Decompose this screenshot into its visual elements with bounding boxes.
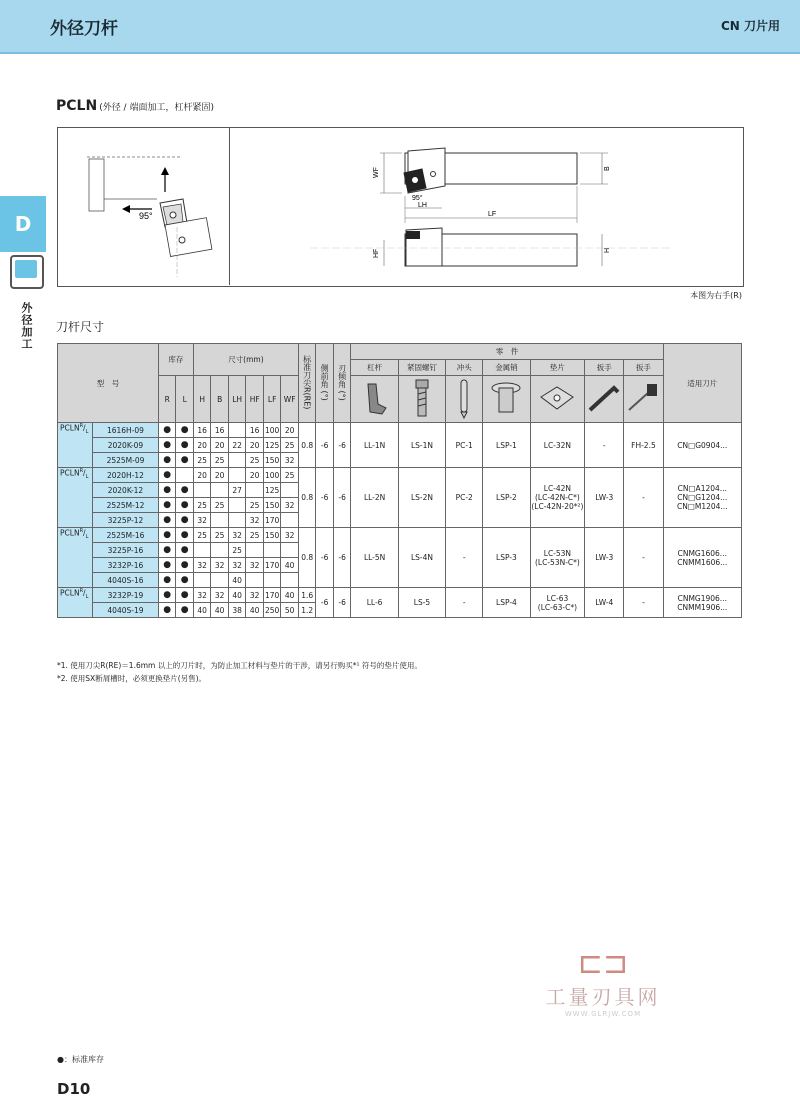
col-side-angle: 侧前角 (°) xyxy=(320,363,330,401)
col-hf: HF xyxy=(246,376,264,423)
stock-l: ● xyxy=(176,603,194,618)
insert-codes xyxy=(663,423,741,468)
part-wrench-2: 扳手 xyxy=(624,360,663,376)
part-wrench1-code: - xyxy=(585,423,624,468)
insert-codes xyxy=(663,468,741,528)
model-prefix-r: R xyxy=(79,468,84,474)
col-lf: LF xyxy=(263,376,281,423)
dim-wf: 40 xyxy=(281,588,299,603)
shim-line: (LC-63-C*) xyxy=(537,602,578,612)
dim-hf: 20 xyxy=(246,438,264,453)
re-value: 0.8 xyxy=(298,468,316,528)
part-screw-code: LS-1N xyxy=(398,423,445,468)
dim-hf: 25 xyxy=(246,453,264,468)
stock-l: ● xyxy=(176,588,194,603)
dim-lf: 100 xyxy=(263,423,281,438)
hf-dim-label: HF xyxy=(373,248,380,258)
dim-hf: 20 xyxy=(246,468,264,483)
dim-lf xyxy=(263,573,281,588)
punch-image xyxy=(446,376,483,423)
shim-line: LC-63 xyxy=(546,593,569,603)
dim-hf xyxy=(246,543,264,558)
dim-lh: 32 xyxy=(228,558,246,573)
col-l: L xyxy=(176,376,194,423)
dim-hf: 32 xyxy=(246,513,264,528)
page-header xyxy=(0,0,800,54)
shim-line: LC-42N xyxy=(543,484,572,493)
shim-line: (LC-42N-C*) xyxy=(535,493,580,502)
lf-dim-label: LF xyxy=(488,211,497,218)
stock-r: ● xyxy=(158,528,176,543)
dim-lh: 40 xyxy=(228,588,246,603)
stock-l: ● xyxy=(176,528,194,543)
dim-wf xyxy=(281,483,299,498)
insert-code: CN□M1204... xyxy=(676,502,728,511)
model-code: 2525M-12 xyxy=(93,498,159,513)
header-category: CN 刀片用 xyxy=(720,19,780,33)
dim-h: 32 xyxy=(193,558,211,573)
part-wrench2-code: FH-2.5 xyxy=(624,423,663,468)
dim-lh: 22 xyxy=(228,438,246,453)
stock-l: ● xyxy=(176,423,194,438)
table-row xyxy=(58,423,742,438)
watermark-text: 工量刃具网 xyxy=(545,985,661,1009)
incl-angle: -6 xyxy=(333,423,351,468)
dim-lf: 125 xyxy=(263,438,281,453)
stock-r: ● xyxy=(158,558,176,573)
col-parts: 零 件 xyxy=(351,344,663,360)
col-dimensions: 尺寸(mm) xyxy=(193,344,298,376)
wf-dim-label: WF xyxy=(373,167,380,178)
stock-r: ● xyxy=(158,603,176,618)
dim-h: 20 xyxy=(193,438,211,453)
col-r: R xyxy=(158,376,176,423)
stock-l: ● xyxy=(176,453,194,468)
section-title xyxy=(56,98,214,114)
stock-r: ● xyxy=(158,468,176,483)
part-screw-code: LS-5 xyxy=(398,588,445,618)
shim-image xyxy=(530,376,585,423)
dim-lf: 150 xyxy=(263,498,281,513)
dim-b: 40 xyxy=(211,603,229,618)
part-shim-code xyxy=(530,423,585,468)
shim-line: (LC-53N-C*) xyxy=(535,557,580,567)
part-pin-code: LSP-3 xyxy=(483,528,530,588)
insert-code: CN□A1204... xyxy=(677,484,727,493)
model-code: 2525M-09 xyxy=(93,453,159,468)
model-prefix: $PCLN^R/_L$ xyxy=(58,423,93,468)
model-prefix-text: PCLN xyxy=(60,468,80,478)
dim-b: 20 xyxy=(211,438,229,453)
col-stock: 库存 xyxy=(158,344,193,376)
model-prefix-text: PCLN xyxy=(60,528,80,538)
lever-image xyxy=(351,376,398,423)
dim-lh: 25 xyxy=(228,543,246,558)
dim-h: 25 xyxy=(193,453,211,468)
stock-l: ● xyxy=(176,498,194,513)
dim-b: 25 xyxy=(211,453,229,468)
model-prefix-r: R xyxy=(79,423,84,429)
part-wrench1-code: LW-4 xyxy=(585,588,624,618)
dim-b: 25 xyxy=(211,498,229,513)
model-code: 2020H-12 xyxy=(93,468,159,483)
section-subtitle: (外径 / 端面加工，杠杆紧固) xyxy=(99,103,214,113)
part-pin-code: LSP-4 xyxy=(483,588,530,618)
model-prefix-r: R xyxy=(79,528,84,534)
dim-h: 40 xyxy=(193,603,211,618)
insert-codes xyxy=(663,528,741,588)
incl-angle: -6 xyxy=(333,468,351,528)
model-prefix-l: L xyxy=(85,429,89,435)
watermark xyxy=(538,946,668,1018)
part-lever-code: LL-1N xyxy=(351,423,398,468)
page-number: D10 xyxy=(57,1080,91,1098)
stock-l xyxy=(176,468,194,483)
dim-h xyxy=(193,573,211,588)
dim-lh xyxy=(228,423,246,438)
dim-hf: 40 xyxy=(246,603,264,618)
part-punch-code: PC-2 xyxy=(446,468,483,528)
watermark-logo-icon: ⊏⊐ xyxy=(577,946,629,981)
insert-code: CNMM1906... xyxy=(677,602,728,612)
dim-b xyxy=(211,513,229,528)
model-prefix: $PCLN^R/_L$ xyxy=(58,528,93,588)
dim-h: 25 xyxy=(193,498,211,513)
dim-h xyxy=(193,543,211,558)
col-incl-angle: 刃倾角 (°) xyxy=(337,363,347,401)
stock-l: ● xyxy=(176,573,194,588)
table-row xyxy=(58,588,742,603)
col-insert: 适用刀片 xyxy=(663,344,741,423)
insert-codes xyxy=(663,588,741,618)
model-code: 3225P-12 xyxy=(93,513,159,528)
dim-lh: 32 xyxy=(228,528,246,543)
model-code: 4040S-19 xyxy=(93,603,159,618)
model-prefix-l: L xyxy=(85,534,89,540)
dim-hf: 32 xyxy=(246,558,264,573)
model-prefix-r: R xyxy=(79,588,84,594)
pin-image xyxy=(483,376,530,423)
dim-h xyxy=(193,483,211,498)
stock-l: ● xyxy=(176,483,194,498)
dim-b: 32 xyxy=(211,588,229,603)
dim-h: 20 xyxy=(193,468,211,483)
side-angle: -6 xyxy=(316,588,334,618)
model-prefix: $PCLN^R/_L$ xyxy=(58,588,93,618)
dim-hf xyxy=(246,483,264,498)
dim-h: 32 xyxy=(193,588,211,603)
figure-note: 本图为右手(R) xyxy=(690,291,742,300)
shim-line: LC-32N xyxy=(543,440,572,450)
part-shim-code xyxy=(530,588,585,618)
part-wrench1-code: LW-3 xyxy=(585,528,624,588)
dim-hf: 32 xyxy=(246,588,264,603)
dim-lf: 170 xyxy=(263,558,281,573)
h-dim-label: H xyxy=(604,247,611,253)
table-title: 刀杆尺寸 xyxy=(56,320,105,334)
dim-wf: 32 xyxy=(281,498,299,513)
model-prefix-l: L xyxy=(85,474,89,480)
dim-hf: 25 xyxy=(246,498,264,513)
approach-angle-label: 95° xyxy=(139,211,153,221)
part-punch-code: - xyxy=(446,528,483,588)
part-wrench2-code: - xyxy=(624,588,663,618)
shim-line: LC-53N xyxy=(543,548,572,558)
stock-l: ● xyxy=(176,438,194,453)
re-value: 0.8 xyxy=(298,423,316,468)
dim-lh xyxy=(228,513,246,528)
dim-lh xyxy=(228,498,246,513)
part-punch-code: - xyxy=(446,588,483,618)
page-title: 外径刀杆 xyxy=(50,19,118,39)
dim-lf: 150 xyxy=(263,528,281,543)
dim-lh: 27 xyxy=(228,483,246,498)
re-value: 1.6 xyxy=(298,588,316,603)
incl-angle: -6 xyxy=(333,588,351,618)
stock-l: ● xyxy=(176,513,194,528)
table-row xyxy=(58,468,742,483)
machining-diagram xyxy=(57,127,229,285)
dim-lh xyxy=(228,468,246,483)
dim-b: 32 xyxy=(211,558,229,573)
part-punch: 冲头 xyxy=(446,360,483,376)
stock-r: ● xyxy=(158,543,176,558)
dim-wf: 32 xyxy=(281,453,299,468)
part-wrench2-code: - xyxy=(624,528,663,588)
holder-spec-table xyxy=(57,343,742,618)
stock-l: ● xyxy=(176,543,194,558)
tool-figure-left xyxy=(57,127,230,285)
insert-code: CNMM1606... xyxy=(677,557,728,567)
model-code: 2020K-09 xyxy=(93,438,159,453)
part-wrench-1: 扳手 xyxy=(585,360,624,376)
model-prefix: $PCLN^R/_L$ xyxy=(58,468,93,528)
dim-b: 25 xyxy=(211,528,229,543)
dim-lf: 250 xyxy=(263,603,281,618)
dim-wf: 25 xyxy=(281,438,299,453)
dim-b xyxy=(211,483,229,498)
stock-r: ● xyxy=(158,513,176,528)
table-row xyxy=(58,528,742,543)
model-code: 2525M-16 xyxy=(93,528,159,543)
dim-hf: 16 xyxy=(246,423,264,438)
dim-wf: 50 xyxy=(281,603,299,618)
part-wrench2-code: - xyxy=(624,468,663,528)
part-lever-code: LL-2N xyxy=(351,468,398,528)
watermark-url: WWW.GLRJW.COM xyxy=(564,1010,642,1018)
dim-hf: 25 xyxy=(246,528,264,543)
model-code: 1616H-09 xyxy=(93,423,159,438)
part-shim-code xyxy=(530,528,585,588)
part-screw: 紧固螺钉 xyxy=(398,360,445,376)
dim-wf xyxy=(281,543,299,558)
figure-angle-label: 95° xyxy=(412,195,423,202)
model-prefix-text: PCLN xyxy=(60,423,80,433)
model-prefix-l: L xyxy=(85,594,89,600)
insert-code: CNMG1906... xyxy=(677,593,727,603)
dim-wf: 25 xyxy=(281,468,299,483)
part-lever-code: LL-6 xyxy=(351,588,398,618)
dim-h: 25 xyxy=(193,528,211,543)
dim-b xyxy=(211,573,229,588)
section-code: PCLN xyxy=(56,98,98,114)
wrench-1-image xyxy=(585,376,624,423)
stock-r: ● xyxy=(158,483,176,498)
model-code: 4040S-16 xyxy=(93,573,159,588)
re-value: 0.8 xyxy=(298,528,316,588)
holder-dimension-drawing xyxy=(230,128,742,284)
col-lh: LH xyxy=(228,376,246,423)
part-pin: 金属销 xyxy=(483,360,530,376)
part-shim-code xyxy=(530,468,585,528)
side-tool-icon xyxy=(10,255,44,289)
re-value: 1.2 xyxy=(298,603,316,618)
footnote-2: *2. 使用SX断屑槽时，必须更换垫片(另售)。 xyxy=(57,674,207,683)
screw-image xyxy=(398,376,445,423)
insert-code: CN□G0904... xyxy=(677,440,728,450)
stock-r: ● xyxy=(158,588,176,603)
dim-b: 20 xyxy=(211,468,229,483)
col-model: 型 号 xyxy=(58,344,159,423)
part-shim: 垫片 xyxy=(530,360,585,376)
dim-lf xyxy=(263,543,281,558)
stock-l: ● xyxy=(176,558,194,573)
part-pin-code: LSP-2 xyxy=(483,468,530,528)
col-wf: WF xyxy=(281,376,299,423)
dim-lf: 125 xyxy=(263,483,281,498)
model-prefix-text: PCLN xyxy=(60,588,80,598)
part-punch-code: PC-1 xyxy=(446,423,483,468)
b-dim-label: B xyxy=(604,166,611,171)
dim-lh xyxy=(228,453,246,468)
dim-lf: 150 xyxy=(263,453,281,468)
part-lever: 杠杆 xyxy=(351,360,398,376)
side-angle: -6 xyxy=(316,468,334,528)
dim-h: 16 xyxy=(193,423,211,438)
wrench-2-image xyxy=(624,376,663,423)
side-section-letter: D xyxy=(0,196,46,252)
incl-angle: -6 xyxy=(333,528,351,588)
dim-b xyxy=(211,543,229,558)
footnote-1: *1. 使用刀尖R(RE)＝1.6mm 以上的刀片时，为防止加工材料与垫片的干涉，请另行购买*¹ 符号的垫片使用。 xyxy=(57,661,422,670)
part-screw-code: LS-4N xyxy=(398,528,445,588)
model-code: 3225P-16 xyxy=(93,543,159,558)
dim-lh: 40 xyxy=(228,573,246,588)
model-code: 3232P-16 xyxy=(93,558,159,573)
dim-lh: 38 xyxy=(228,603,246,618)
lh-dim-label: LH xyxy=(418,202,427,209)
side-angle: -6 xyxy=(316,423,334,468)
dim-wf xyxy=(281,513,299,528)
stock-r: ● xyxy=(158,438,176,453)
dim-hf xyxy=(246,573,264,588)
col-re: 标准刀尖R(RE) xyxy=(302,354,312,410)
side-section-label: 外径加工 xyxy=(20,302,33,350)
stock-legend: ●：标准库存 xyxy=(57,1055,104,1064)
dim-lf: 170 xyxy=(263,588,281,603)
dim-b: 16 xyxy=(211,423,229,438)
dim-lf: 100 xyxy=(263,468,281,483)
stock-r: ● xyxy=(158,453,176,468)
stock-r: ● xyxy=(158,423,176,438)
dim-wf: 40 xyxy=(281,558,299,573)
insert-code: CN□G1204... xyxy=(677,493,728,502)
part-wrench1-code: LW-3 xyxy=(585,468,624,528)
part-screw-code: LS-2N xyxy=(398,468,445,528)
dim-h: 32 xyxy=(193,513,211,528)
stock-r: ● xyxy=(158,498,176,513)
part-pin-code: LSP-1 xyxy=(483,423,530,468)
insert-code: CNMG1606... xyxy=(677,548,727,558)
side-angle: -6 xyxy=(316,528,334,588)
col-b: B xyxy=(211,376,229,423)
dim-lf: 170 xyxy=(263,513,281,528)
model-code: 2020K-12 xyxy=(93,483,159,498)
part-lever-code: LL-5N xyxy=(351,528,398,588)
shim-line: (LC-42N-20*²) xyxy=(531,502,584,511)
dim-wf: 20 xyxy=(281,423,299,438)
model-code: 3232P-19 xyxy=(93,588,159,603)
dim-wf: 32 xyxy=(281,528,299,543)
dim-wf xyxy=(281,573,299,588)
stock-r: ● xyxy=(158,573,176,588)
col-h: H xyxy=(193,376,211,423)
